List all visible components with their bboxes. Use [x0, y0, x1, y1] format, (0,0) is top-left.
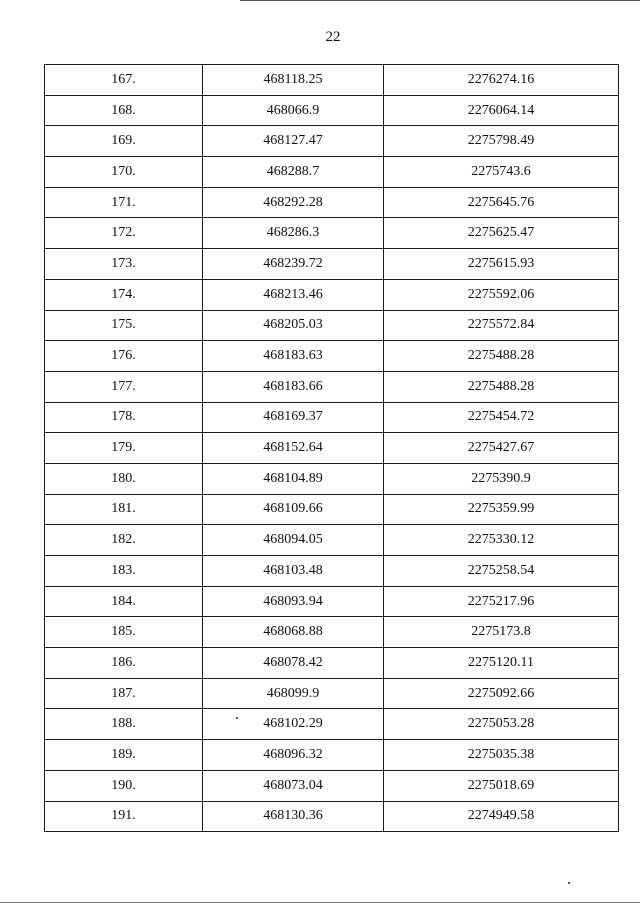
table-row: [45, 586, 619, 617]
x-coordinate-cell: 468078.42: [203, 648, 384, 679]
point-number-cell: 183.: [45, 556, 203, 587]
x-coordinate-cell: 468288.7: [203, 157, 384, 188]
x-coordinate-cell: 468286.3: [203, 218, 384, 249]
point-number-cell: 173.: [45, 249, 203, 280]
y-coordinate-cell: 2275572.84: [384, 310, 619, 341]
y-coordinate-cell: 2275798.49: [384, 126, 619, 157]
point-number-cell: 191.: [45, 801, 203, 832]
x-coordinate-cell: 468068.88: [203, 617, 384, 648]
point-number-cell: 187.: [45, 678, 203, 709]
y-coordinate-cell: 2275743.6: [384, 157, 619, 188]
table-row: [45, 709, 619, 740]
y-coordinate-cell: 2275120.11: [384, 648, 619, 679]
table-row: [45, 95, 619, 126]
y-coordinate-cell: 2276064.14: [384, 95, 619, 126]
x-coordinate-cell: 468183.63: [203, 341, 384, 372]
y-coordinate-cell: 2275625.47: [384, 218, 619, 249]
y-coordinate-cell: 2275035.38: [384, 740, 619, 771]
table-row: [45, 157, 619, 188]
x-coordinate-cell: 468104.89: [203, 463, 384, 494]
x-coordinate-cell: 468099.9: [203, 678, 384, 709]
point-number-cell: 174.: [45, 279, 203, 310]
page-number: 22: [325, 29, 341, 45]
x-coordinate-cell: 468169.37: [203, 402, 384, 433]
x-coordinate-cell: 468094.05: [203, 525, 384, 556]
y-coordinate-cell: 2275615.93: [384, 249, 619, 280]
table-row: [45, 126, 619, 157]
x-coordinate-cell: 468073.04: [203, 770, 384, 801]
x-coordinate-cell: 468118.25: [203, 65, 384, 96]
point-number-cell: 190.: [45, 770, 203, 801]
y-coordinate-cell: 2275217.96: [384, 586, 619, 617]
y-coordinate-cell: 2275173.8: [384, 617, 619, 648]
table-row: [45, 801, 619, 832]
table-row: [45, 770, 619, 801]
y-coordinate-cell: 2275390.9: [384, 463, 619, 494]
y-coordinate-cell: 2275488.28: [384, 341, 619, 372]
x-coordinate-cell: 468109.66: [203, 494, 384, 525]
point-number-cell: 176.: [45, 341, 203, 372]
table-row: [45, 617, 619, 648]
y-coordinate-cell: 2275359.99: [384, 494, 619, 525]
x-coordinate-cell: 468292.28: [203, 187, 384, 218]
x-coordinate-cell: 468102.29: [203, 709, 384, 740]
y-coordinate-cell: 2275018.69: [384, 770, 619, 801]
x-coordinate-cell: 468096.32: [203, 740, 384, 771]
table-row: [45, 433, 619, 464]
table-row: [45, 463, 619, 494]
x-coordinate-cell: 468130.36: [203, 801, 384, 832]
y-coordinate-cell: 2275053.28: [384, 709, 619, 740]
point-number-cell: 177.: [45, 371, 203, 402]
table-row: [45, 371, 619, 402]
point-number-cell: 186.: [45, 648, 203, 679]
point-number-cell: 169.: [45, 126, 203, 157]
y-coordinate-cell: 2275592.06: [384, 279, 619, 310]
point-number-cell: 184.: [45, 586, 203, 617]
point-number-cell: 185.: [45, 617, 203, 648]
point-number-cell: 175.: [45, 310, 203, 341]
table-row: [45, 310, 619, 341]
point-number-cell: 170.: [45, 157, 203, 188]
y-coordinate-cell: 2275258.54: [384, 556, 619, 587]
table-row: [45, 740, 619, 771]
scan-speck: [568, 882, 570, 884]
coordinates-table: [44, 64, 619, 832]
table-row: [45, 341, 619, 372]
y-coordinate-cell: 2275330.12: [384, 525, 619, 556]
point-number-cell: 172.: [45, 218, 203, 249]
table-row: [45, 556, 619, 587]
table-row: [45, 249, 619, 280]
table-row: [45, 402, 619, 433]
point-number-cell: 180.: [45, 463, 203, 494]
point-number-cell: 168.: [45, 95, 203, 126]
point-number-cell: 182.: [45, 525, 203, 556]
table-row: [45, 65, 619, 96]
x-coordinate-cell: 468066.9: [203, 95, 384, 126]
scan-bottom-rule: [0, 902, 640, 903]
table-row: [45, 525, 619, 556]
y-coordinate-cell: 2274949.58: [384, 801, 619, 832]
point-number-cell: 178.: [45, 402, 203, 433]
x-coordinate-cell: 468205.03: [203, 310, 384, 341]
point-number-cell: 188.: [45, 709, 203, 740]
point-number-cell: 171.: [45, 187, 203, 218]
y-coordinate-cell: 2276274.16: [384, 65, 619, 96]
y-coordinate-cell: 2275454.72: [384, 402, 619, 433]
point-number-cell: 167.: [45, 65, 203, 96]
table-row: [45, 648, 619, 679]
x-coordinate-cell: 468093.94: [203, 586, 384, 617]
x-coordinate-cell: 468103.48: [203, 556, 384, 587]
point-number-cell: 181.: [45, 494, 203, 525]
coordinates-table-body: [45, 65, 619, 832]
y-coordinate-cell: 2275488.28: [384, 371, 619, 402]
table-row: [45, 279, 619, 310]
y-coordinate-cell: 2275645.76: [384, 187, 619, 218]
x-coordinate-cell: 468127.47: [203, 126, 384, 157]
x-coordinate-cell: 468152.64: [203, 433, 384, 464]
scan-speck: [236, 717, 238, 719]
point-number-cell: 189.: [45, 740, 203, 771]
point-number-cell: 179.: [45, 433, 203, 464]
x-coordinate-cell: 468239.72: [203, 249, 384, 280]
table-row: [45, 494, 619, 525]
table-row: [45, 678, 619, 709]
y-coordinate-cell: 2275092.66: [384, 678, 619, 709]
scan-top-rule: [240, 0, 640, 1]
x-coordinate-cell: 468183.66: [203, 371, 384, 402]
table-row: [45, 218, 619, 249]
x-coordinate-cell: 468213.46: [203, 279, 384, 310]
y-coordinate-cell: 2275427.67: [384, 433, 619, 464]
table-row: [45, 187, 619, 218]
